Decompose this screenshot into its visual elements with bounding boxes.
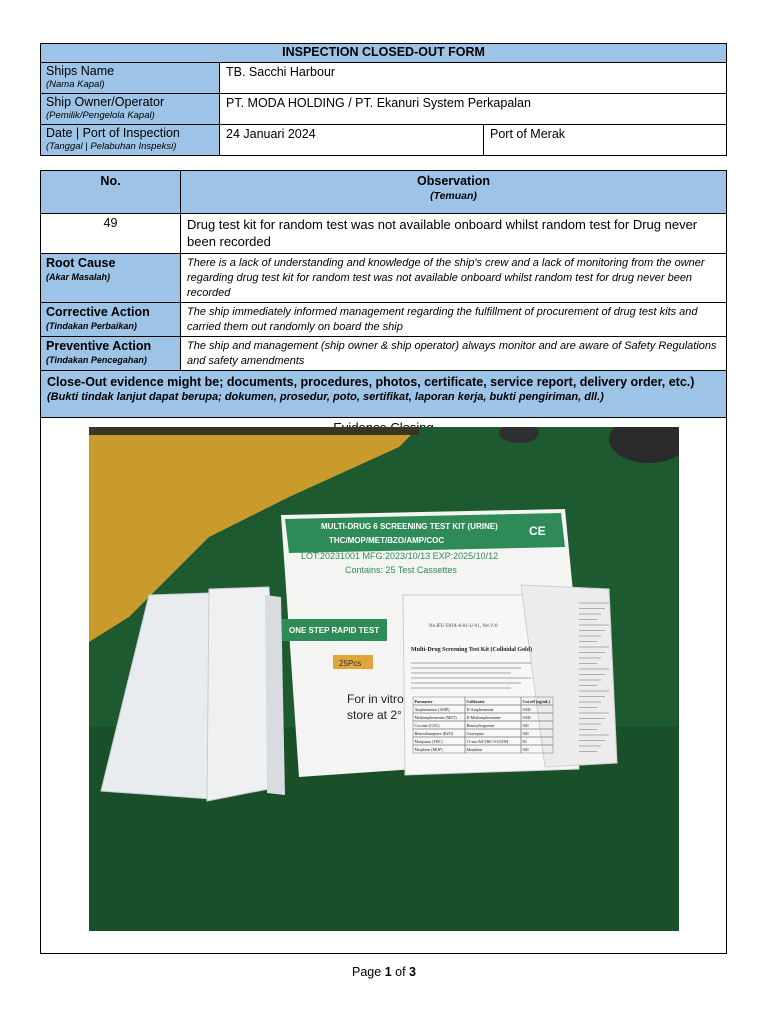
closeout-evidence-subtext: (Bukti tindak lanjut dapat berupa; dokumen, prosedur, poto, sertifikat, laporan kerja, bukti pengiriman, dll.) [47, 391, 604, 403]
preventive-action-text: The ship and management (ship owner & ship operator) always monitor and are aware of Safety Regulations and safety amendments [181, 337, 727, 371]
box-codes-text: THC/MOP/MET/BZO/AMP/COC [329, 536, 445, 545]
corrective-action-label-cell [41, 303, 181, 337]
leaflet-table-value: Morphine [466, 747, 483, 752]
ship-owner-value: PT. MODA HOLDING / PT. Ekanuri System Perkapalan [220, 94, 727, 125]
leaflet-table-value: Benzoylecgonine [466, 723, 495, 728]
leaflet-table-value: 300 [522, 731, 529, 736]
leaflet-table-value: Methamphetamine (MET) [414, 715, 457, 720]
ce-mark: CE [529, 524, 546, 538]
leaflet-table-value: Marijuana (THC) [414, 739, 443, 744]
leaflet-table-value: 300 [522, 747, 529, 752]
ship-name-label-cell [41, 63, 220, 94]
corrective-action-text: The ship immediately informed management regarding the fulfillment of procurement of drug test kits and carried them out randomly on board the ship [181, 303, 727, 337]
leaflet-table-header: Cut-off (ng/mL) [522, 699, 550, 704]
inspection-port-value: Port of Merak [484, 125, 727, 156]
root-cause-sublabel: (Akar Masalah) [46, 272, 111, 282]
observation-subheader: (Temuan) [430, 190, 477, 202]
pcs-text: 25Pcs [339, 659, 362, 668]
no-header: No. [100, 174, 121, 188]
ship-owner-label-cell [41, 94, 220, 125]
leaflet-table-value: 1000 [522, 707, 531, 712]
leaflet-table-value: 50 [522, 739, 527, 744]
observation-header: Observation [417, 174, 490, 188]
evidence-photo [89, 427, 679, 931]
store-at-text: store at 2° [347, 708, 402, 722]
page-total: 3 [409, 965, 416, 979]
for-in-vitro-text: For in vitro [347, 692, 404, 706]
contains-text: Contains: 25 Test Cassettes [345, 565, 457, 575]
box-header-band [285, 513, 565, 553]
dark-top-edge [89, 427, 419, 435]
leaflet-table-header: Calibrator [466, 699, 485, 704]
leaflet-table-header: Parameter [414, 699, 433, 704]
ship-name-sublabel: (Nama Kapal) [46, 79, 105, 90]
corrective-action-sublabel: (Tindakan Perbaikan) [46, 321, 137, 331]
date-port-label: Date | Port of Inspection [46, 126, 180, 140]
page-footer [0, 965, 768, 979]
box-title-text: MULTI-DRUG 6 SCREENING TEST KIT (URINE) [321, 522, 498, 531]
root-cause-text: There is a lack of understanding and knowledge of the ship's crew and a lack of monitoring from the owner regarding drug test kit for random test was not available onboard whilst random test for drug never been recorded [181, 254, 727, 303]
page-current: 1 [384, 965, 392, 979]
preventive-action-label: Preventive Action [46, 339, 152, 353]
leaflet-title: Multi-Drug Screening Test Kit (Colloidal Gold) [411, 647, 533, 653]
evidence-photo-drawing [89, 427, 679, 931]
preventive-action-label-cell [41, 337, 181, 371]
closeout-evidence-cell [41, 371, 727, 418]
ship-owner-label: Ship Owner/Operator [46, 95, 165, 109]
leaflet-table-value: Amphetamine (AMP) [414, 707, 450, 712]
page-mid: of [391, 965, 410, 979]
corrective-action-label: Corrective Action [46, 305, 150, 319]
preventive-action-sublabel: (Tindakan Pencegahan) [46, 355, 147, 365]
lot-line-text: LOT:20231001 MFG:2023/10/13 EXP:2025/10/12 [301, 551, 499, 561]
closeout-evidence-text: Close-Out evidence might be; documents, procedures, photos, certificate, service report, delivery order, etc.) [47, 375, 695, 389]
ship-owner-sublabel: (Pemilik/Pengelola Kapal) [46, 110, 155, 121]
ship-name-value: TB. Sacchi Harbour [220, 63, 727, 94]
form-title: INSPECTION CLOSED-OUT FORM [41, 44, 727, 63]
leaflet-table-value: Morphine (MOP) [414, 747, 443, 752]
leaflet-table-value: 1000 [522, 715, 531, 720]
leaflet-code: No.IFU-DOA-6-01-U-01, Ver.V/0 [429, 624, 498, 629]
observation-number: 49 [41, 214, 181, 254]
leaflet-table-value: D-Amphetamine [466, 707, 494, 712]
root-cause-label: Root Cause [46, 256, 116, 270]
leaflet-table-value: Cocaine (COC) [414, 723, 440, 728]
inspection-date-value: 24 Januari 2024 [220, 125, 484, 156]
date-port-label-cell [41, 125, 220, 156]
leaflet-table-value: Benzodiazepines (BZO) [414, 731, 454, 736]
observation-header-cell [181, 171, 727, 214]
root-cause-label-cell [41, 254, 181, 303]
inspection-info-table [40, 43, 727, 156]
leaflet-table-value: 11-nor-Δ9-THC-9-COOH [466, 739, 509, 744]
no-header-cell [41, 171, 181, 214]
observation-finding: Drug test kit for random test was not available onboard whilst random test for Drug never been recorded [181, 214, 727, 254]
date-port-sublabel: (Tanggal | Pelabuhan Inspeksi) [46, 141, 177, 152]
leaflet-table-value: 300 [522, 723, 529, 728]
leaflet-table-value: D-Methamphetamine [466, 715, 501, 720]
leaflet-table-value: Oxazepam [466, 731, 484, 736]
ship-name-label: Ships Name [46, 64, 115, 78]
rapid-test-text: ONE STEP RAPID TEST [289, 626, 380, 635]
page-prefix: Page [352, 965, 385, 979]
